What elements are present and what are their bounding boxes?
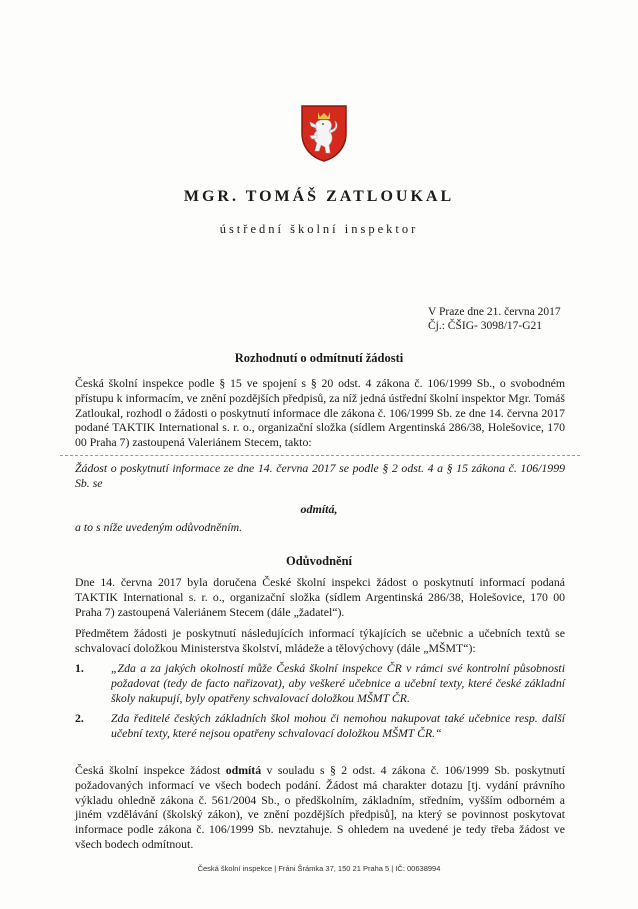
question-list	[75, 661, 565, 745]
issuer-name: MGR. TOMÁŠ ZATLOUKAL	[183, 188, 455, 205]
place-date: V Praze dne 21. června 2017	[428, 306, 561, 318]
footer: Česká školní inspekce | Fráni Šrámka 37, 150 21 Praha 5 | IČ: 00638994	[197, 864, 441, 873]
list-item	[75, 711, 565, 745]
reasoning-note: a to s níže uvedeným odůvodněním.	[75, 520, 243, 534]
p3-emphasis: odmítá	[225, 763, 262, 777]
date-reference-block	[428, 305, 561, 333]
issuer-role: ústřední školní inspektor	[219, 222, 419, 236]
list-item-text: „Zda a za jakých okolností může Česká školní inspekce ČR v rámci své kontrolní působnosti požadovat (tedy de facto nařizovat), aby veškeré učebnice a učební texty, které české základní školy nakupují, byly opatřeny schvalovací doložkou MŠMT ČR.	[111, 661, 565, 705]
czech-coat-of-arms-icon	[299, 103, 349, 163]
p3-text-end: v souladu s § 2 odst. 4 zákona č. 106/1999 Sb. poskytnutí požadovaných informací ve všech bodech podání. Žádost má charakter dotazu [tj. vydání právního výkladu ohledně zákona č. 561/2004 Sb., o předškolním, základním, středním, vyšším odborném a jiném vzdělávání (školský zákon), ve znění pozdějších předpisů], na který se povinnost poskytovat informace podle zákona č. 106/1999 Sb. nevztahuje. S ohledem na uvedené je tedy třeba žádost ve všech bodech odmítnout.	[75, 763, 565, 851]
list-item	[75, 661, 565, 711]
justification-paragraph-1: Dne 14. června 2017 byla doručena České školní inspekci žádost o poskytnutí informací podaná TAKTIK International s. r. o., organizační složka (sídlem Argentinská 286/38, Holešovice, 170 00 Praha 7) zastoupená Valeriánem Stecem (dále „žadatel“).	[75, 575, 565, 619]
justification-paragraph-2: Předmětem žádosti je poskytnutí následujících informací týkajících se učebnic a učebních textů se schvalovací doložkou Ministerstva školství, mládeže a tělovýchovy (dále „MŠMT“):	[75, 626, 565, 655]
justification-paragraph-3	[75, 763, 565, 852]
decision-intro: Česká školní inspekce podle § 15 ve spojení s § 20 odst. 4 zákona č. 106/1999 Sb., o svobodném přístupu k informacím, ve znění pozdějších předpisů, za níž jedná ústřední školní inspektor Mgr. Tomáš Zatloukal, rozhodl o žádosti o poskytnutí informace dle zákona č. 106/1999 Sb. ze dne 14. června 2017 podané TAKTIK International s. r. o., organizační složka (sídlem Argentinská 286/38, Holešovice, 170 00 Praha 7) zastoupená Valeriánem Stecem, takto:	[75, 376, 565, 450]
list-item-text: Zda ředitelé českých základních škol mohou či nemohou nakupovat také učebnice resp. další učební texty, které nejsou opatřeny schvalovací doložkou MŠMT ČR.“	[111, 711, 565, 740]
decision-title: Rozhodnutí o odmítnutí žádosti	[234, 351, 404, 365]
list-item-number: 2.	[75, 711, 84, 725]
justification-title: Odůvodnění	[285, 554, 352, 568]
verdict: odmítá,	[300, 502, 338, 516]
list-item-number: 1.	[75, 661, 84, 675]
request-statement: Žádost o poskytnutí informace ze dne 14. června 2017 se podle § 2 odst. 4 a § 15 zákona č. 106/1999 Sb. se	[75, 461, 565, 490]
reference-number: Čj.: ČŠIG- 3098/17-G21	[428, 320, 543, 332]
p3-text-start: Česká školní inspekce žádost	[75, 763, 226, 777]
divider	[60, 455, 580, 456]
